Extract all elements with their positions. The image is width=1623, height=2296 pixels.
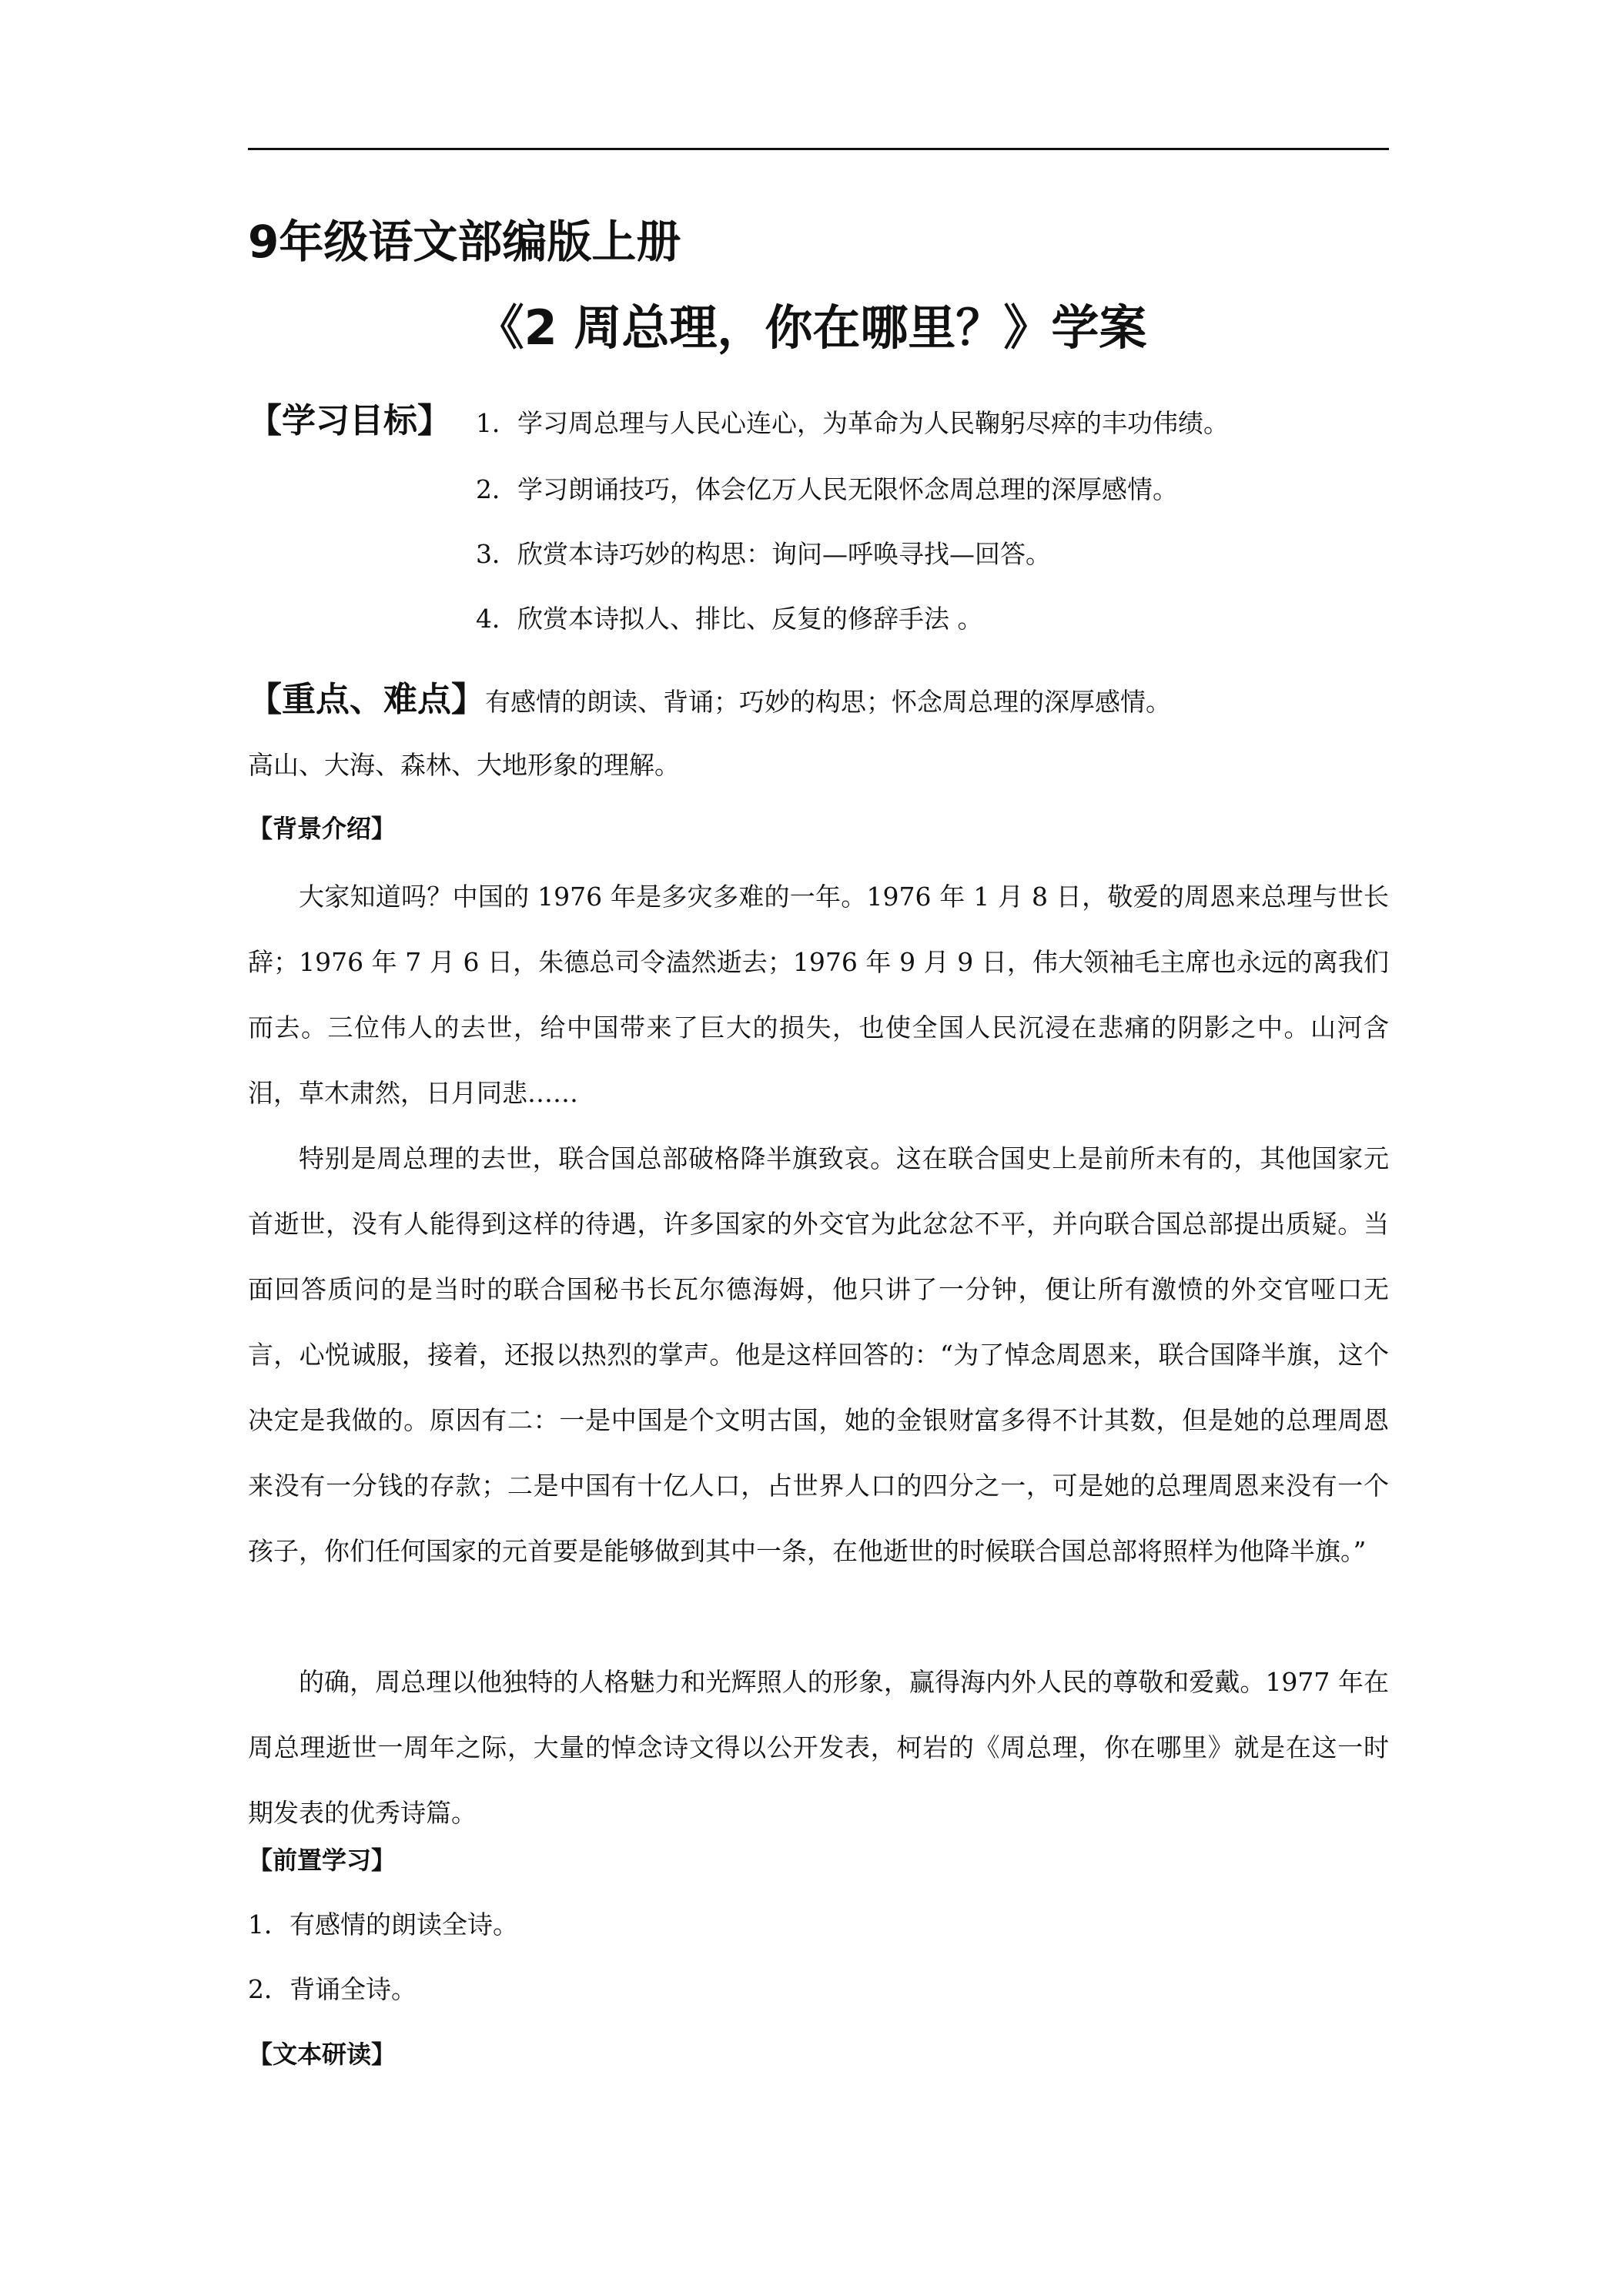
objectives-block (248, 393, 1229, 442)
key-points-text: 有感情的朗读、背诵；巧妙的构思；怀念周总理的深厚感情。 (485, 687, 1171, 717)
key-points-text-continued: 高山、大海、森林、大地形象的理解。 (248, 750, 680, 780)
key-points-label: 【重点、难点】 (248, 680, 485, 719)
objective-item: 2．学习朗诵技巧，体会亿万人民无限怀念周总理的深厚感情。 (476, 474, 1178, 504)
key-points-block (248, 671, 1171, 721)
background-paragraph-2: 特别是周总理的去世，联合国总部破格降半旗致哀。这在联合国史上是前所未有的，其他国家元首逝世，没有人能得到这样的待遇，许多国家的外交官为此忿忿不平，并向联合国总部提出质疑。当面回答质问的是当时的联合国秘书长瓦尔德海姆，他只讲了一分钟，便让所有激愤的外交官哑口无言，心悦诚服，接着，还报以热烈的掌声。他是这样回答的：“为了悼念周恩来，联合国降半旗，这个决定是我做的。原因有二：一是中国是个文明古国，她的金银财富多得不计其数，但是她的总理周恩来没有一分钱的存款；二是中国有十亿人口，占世界人口的四分之一，可是她的总理周恩来没有一个孩子，你们任何国家的元首要是能够做到其中一条，在他逝世的时候联合国总部将照样为他降半旗。” (248, 1143, 1389, 1566)
preview-item: 1．有感情的朗读全诗。 (248, 1909, 518, 1940)
objective-item: 4．欣赏本诗拟人、排比、反复的修辞手法 。 (476, 604, 983, 634)
background-paragraph-1: 大家知道吗？中国的 1976 年是多灾多难的一年。1976 年 1 月 8 日，敬爱的周恩来总理与世长辞；1976 年 7 月 6 日，朱德总司令溘然逝去；1976 年 9 月 9 日，伟大领袖毛主席也永远的离我们而去。三位伟人的去世，给中国带来了巨大的损失，也使全国人民沉浸在悲痛的阴影之中。山河含泪，草木肃然，日月同悲…… (248, 882, 1389, 1108)
preview-label: 【前置学习】 (248, 1846, 397, 1875)
objective-item: 1．学习周总理与人民心连心，为革命为人民鞠躬尽瘁的丰功伟绩。 (476, 408, 1229, 438)
text-study-label: 【文本研读】 (248, 2040, 397, 2069)
header-rule (248, 148, 1389, 150)
background-paragraph-3: 的确，周总理以他独特的人格魅力和光辉照人的形象，赢得海内外人民的尊敬和爱戴。1977 年在周总理逝世一周年之际，大量的悼念诗文得以公开发表，柯岩的《周总理，你在哪里》就是在这一时期发表的优秀诗篇。 (248, 1667, 1389, 1828)
grade-title: 9年级语文部编版上册 (248, 216, 681, 268)
lesson-title: 《2 周总理，你在哪里？》学案 (476, 300, 1147, 356)
background-label: 【背景介绍】 (248, 814, 397, 843)
preview-item: 2．背诵全诗。 (248, 1974, 417, 2004)
objectives-label: 【学习目标】 (248, 401, 451, 440)
objective-item: 3．欣赏本诗巧妙的构思：询问—呼唤寻找—回答。 (476, 539, 1051, 569)
